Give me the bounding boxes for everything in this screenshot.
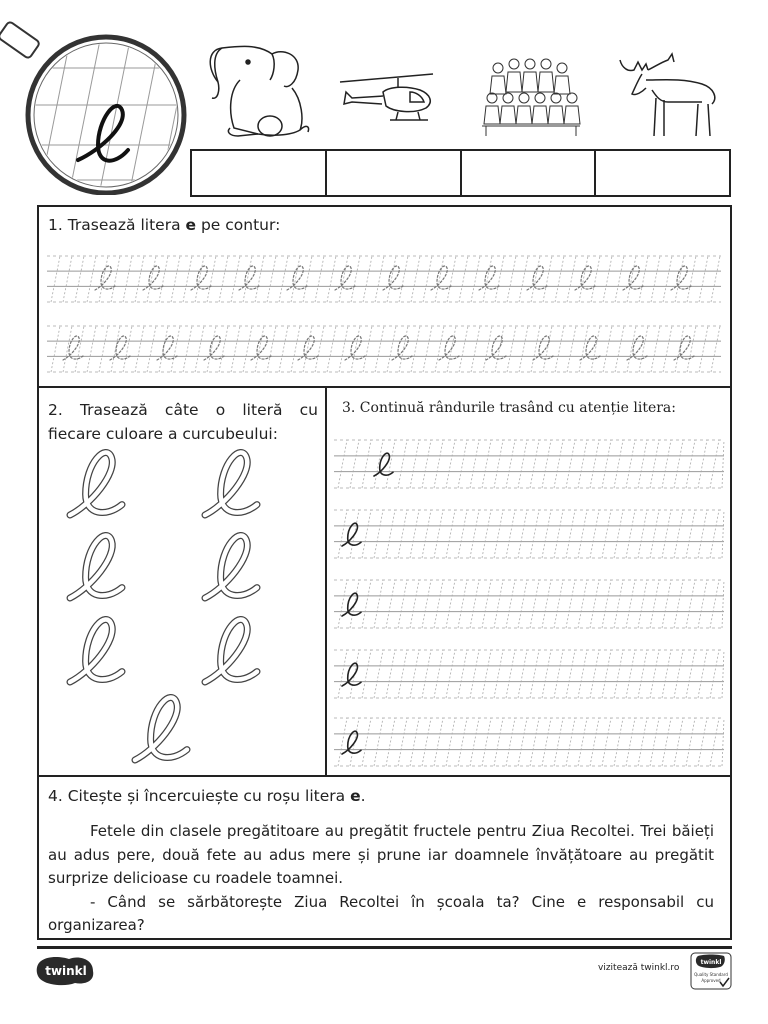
task3-title: 3. Continuă rândurile trasând cu atenție litera: — [342, 400, 676, 416]
task2-outline-letter-inner — [205, 535, 257, 598]
task3-tracing-lines[interactable] — [332, 432, 726, 772]
magnifier-handle — [0, 21, 40, 59]
badge-line1: Quality Standard — [694, 972, 728, 977]
task1-title — [48, 215, 280, 235]
magnifier-illustration — [0, 20, 195, 195]
task1-text-after: pe contur: — [200, 216, 281, 234]
task2-outline-letters[interactable] — [40, 445, 323, 770]
badge-line2: Approved — [701, 978, 721, 983]
answer-box-elephant[interactable] — [192, 151, 327, 195]
class-picture — [478, 40, 583, 140]
task1-guide-row-1[interactable] — [47, 256, 721, 302]
twinkl-logo-text: twinkl — [45, 964, 87, 978]
task2-outline-letter-inner — [70, 452, 122, 515]
column-divider — [325, 386, 327, 776]
task4-title — [48, 786, 366, 806]
visit-link[interactable]: vizitează twinkl.ro — [598, 963, 680, 973]
quality-badge — [690, 952, 732, 990]
section-divider-2 — [37, 775, 732, 777]
task3-start-letter — [342, 663, 361, 686]
answer-boxes-row — [190, 149, 731, 197]
elephant-picture — [200, 40, 315, 140]
section-divider-1 — [37, 386, 732, 388]
task3-start-letter — [342, 731, 361, 754]
task2-outline-letter-inner — [135, 697, 187, 760]
answer-box-class[interactable] — [462, 151, 597, 195]
task2-line2: fiecare culoare a curcubeului: — [48, 425, 278, 443]
task1-letter: e — [185, 216, 197, 234]
task3-guide-row-2[interactable] — [334, 510, 724, 558]
task3-start-letter — [374, 453, 393, 476]
task4-letter: e — [350, 787, 361, 805]
task3-start-letter — [342, 593, 361, 616]
reading-paragraph-2: - Când se sărbătorește Ziua Recoltei în școala ta? Cine e responsabil cu organizarea? — [48, 892, 714, 934]
task4-text: Citește și încercuiește cu roșu litera — [67, 787, 346, 805]
task3-start-letter — [342, 523, 361, 546]
task1-tracing-lines[interactable] — [45, 250, 723, 380]
task3-guide-row-1[interactable] — [334, 440, 724, 488]
task4-text-after: . — [360, 787, 366, 805]
task2-outline-letter-inner — [205, 452, 257, 515]
answer-box-moose[interactable] — [596, 151, 729, 195]
reading-paragraph-1: Fetele din clasele pregătitoare au pregătit fructele pentru Ziua Recoltei. Trei băieți au adus pere, două fete au adus mere și prune iar doamnele învățătoare au pregătit surprize delicioase cu roadele toamnei. — [48, 822, 714, 887]
task2-title — [48, 398, 318, 446]
task2-outline-letter-inner — [70, 619, 122, 682]
task3-guide-row-4[interactable] — [334, 650, 724, 698]
reading-text — [48, 820, 714, 938]
moose-picture — [612, 40, 727, 140]
twinkl-logo[interactable] — [35, 955, 97, 987]
task3-guide-row-3[interactable] — [334, 580, 724, 628]
answer-box-helicopter[interactable] — [327, 151, 462, 195]
badge-logo-text: twinkl — [700, 959, 722, 966]
task2-outline-letter-inner — [70, 535, 122, 598]
task4-number: 4. — [48, 787, 63, 805]
helicopter-picture — [338, 40, 453, 140]
footer-rule — [37, 946, 732, 949]
task3-guide-row-5[interactable] — [334, 718, 724, 766]
task1-number: 1. — [48, 216, 63, 234]
task1-text: Trasează litera — [67, 216, 181, 234]
task2-line1: 2. Trasează câte o literă cu — [48, 401, 318, 419]
task1-guide-row-2[interactable] — [47, 326, 721, 372]
task2-outline-letter-inner — [205, 619, 257, 682]
